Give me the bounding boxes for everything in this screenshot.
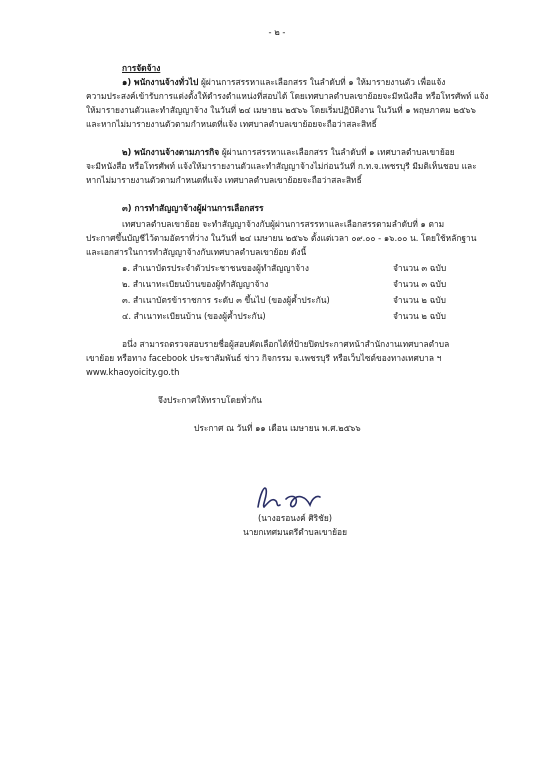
- para3-line3: และเอกสารในการทำสัญญาจ้างกับเทศบาลตำบลเขาย้อย ดังนี้: [86, 247, 307, 257]
- para3-line2: ประกาศขึ้นบัญชีไว้ตามอัตราที่ว่าง ในวันที่ ๒๔ เมษายน ๒๕๖๖ ตั้งแต่เวลา ๐๙.๐๐ - ๑๖.๐๐ น. โดยใช้หลักฐาน: [86, 233, 477, 243]
- section-heading: การจัดจ้าง: [122, 63, 161, 73]
- para3-line1: เทศบาลตำบลเขาย้อย จะทำสัญญาจ้างกับผู้ผ่านการสรรหาและเลือกสรรตามลำดับที่ ๑ ตาม: [122, 219, 445, 229]
- para4-line2: เขาย้อย หรือทาง facebook ประชาสัมพันธ์ ข่าว กิจกรรม จ.เพชรบุรี หรือเว็บไซต์ของทางเทศบาล ฯ: [86, 353, 442, 363]
- para2-line3: หากไม่มารายงานตัวตามกำหนดที่แจ้ง เทศบาลตำบลเขาย้อยจะถือว่าสละสิทธิ์: [86, 175, 362, 185]
- para2-line2: จะมีหนังสือ หรือโทรศัพท์ แจ้งให้มารายงานตัวและทำสัญญาจ้างไม่ก่อนวันที่ ก.ท.จ.เพชรบุรี มีมติเห็นชอบ และ: [86, 161, 477, 171]
- para1-line1: ๑) พนักงานจ้างทั่วไป ผู้ผ่านการสรรหาและเลือกสรร ในลำดับที่ ๑ ให้มารายงานตัว เพื่อแจ้ง: [122, 77, 446, 87]
- document-item-4: ๔. สำเนาทะเบียนบ้าน (ของผู้ค้ำประกัน): [122, 311, 266, 321]
- para1-line2: ความประสงค์เข้ารับการแต่งตั้งให้ดำรงตำแหน่งที่สอบได้ โดยเทศบาลตำบลเขาย้อยจะมีหนังสือ หรือโทรศัพท์ แจ้ง: [86, 91, 489, 101]
- document-count-1: จำนวน ๓ ฉบับ: [393, 263, 447, 273]
- signer-name: (นางอรอนงค์ ศิริชัย): [257, 513, 333, 523]
- document-item-1: ๑. สำเนาบัตรประจำตัวประชาชนของผู้ทำสัญญาจ้าง: [122, 263, 309, 273]
- page-number: - ๒ -: [268, 27, 286, 37]
- document-count-3: จำนวน ๒ ฉบับ: [393, 295, 446, 305]
- document-item-3: ๓. สำเนาบัตรข้าราชการ ระดับ ๓ ขึ้นไป (ของผู้ค้ำประกัน): [122, 295, 330, 305]
- announcement-line: จึงประกาศให้ทราบโดยทั่วกัน: [158, 395, 262, 405]
- para2-line1: ๒) พนักงานจ้างตามภารกิจ ผู้ผ่านการสรรหาและเลือกสรร ในลำดับที่ ๑ เทศบาลตำบลเขาย้อย: [122, 147, 455, 157]
- para1-line3: ให้มารายงานตัวและทำสัญญาจ้าง ในวันที่ ๒๔ เมษายน ๒๕๖๖ โดยเริ่มปฏิบัติงาน ในวันที่ ๑ พฤษภาคม ๒๕๖๖: [86, 105, 476, 115]
- website-url: www.khaoyoicity.go.th: [86, 367, 180, 377]
- document-count-2: จำนวน ๓ ฉบับ: [393, 279, 447, 289]
- announcement-date: ประกาศ ณ วันที่ ๑๑ เดือน เมษายน พ.ศ.๒๕๖๖: [194, 423, 361, 433]
- para1-line4: และหากไม่มารายงานตัวตามกำหนดที่แจ้ง เทศบาลตำบลเขาย้อยจะถือว่าสละสิทธิ์: [86, 119, 377, 129]
- document-count-4: จำนวน ๒ ฉบับ: [393, 311, 446, 321]
- signer-title: นายกเทศมนตรีตำบลเขาย้อย: [242, 527, 347, 537]
- signature-image: [250, 477, 330, 517]
- para4-line1: อนึ่ง สามารถตรวจสอบรายชื่อผู้สอบคัดเลือกได้ที่ป้ายปิดประกาศหน้าสำนักงานเทศบาลตำบล: [122, 339, 450, 349]
- para3-heading: ๓) การทำสัญญาจ้างผู้ผ่านการเลือกสรร: [122, 203, 264, 213]
- document-item-2: ๒. สำเนาทะเบียนบ้านของผู้ทำสัญญาจ้าง: [122, 279, 269, 289]
